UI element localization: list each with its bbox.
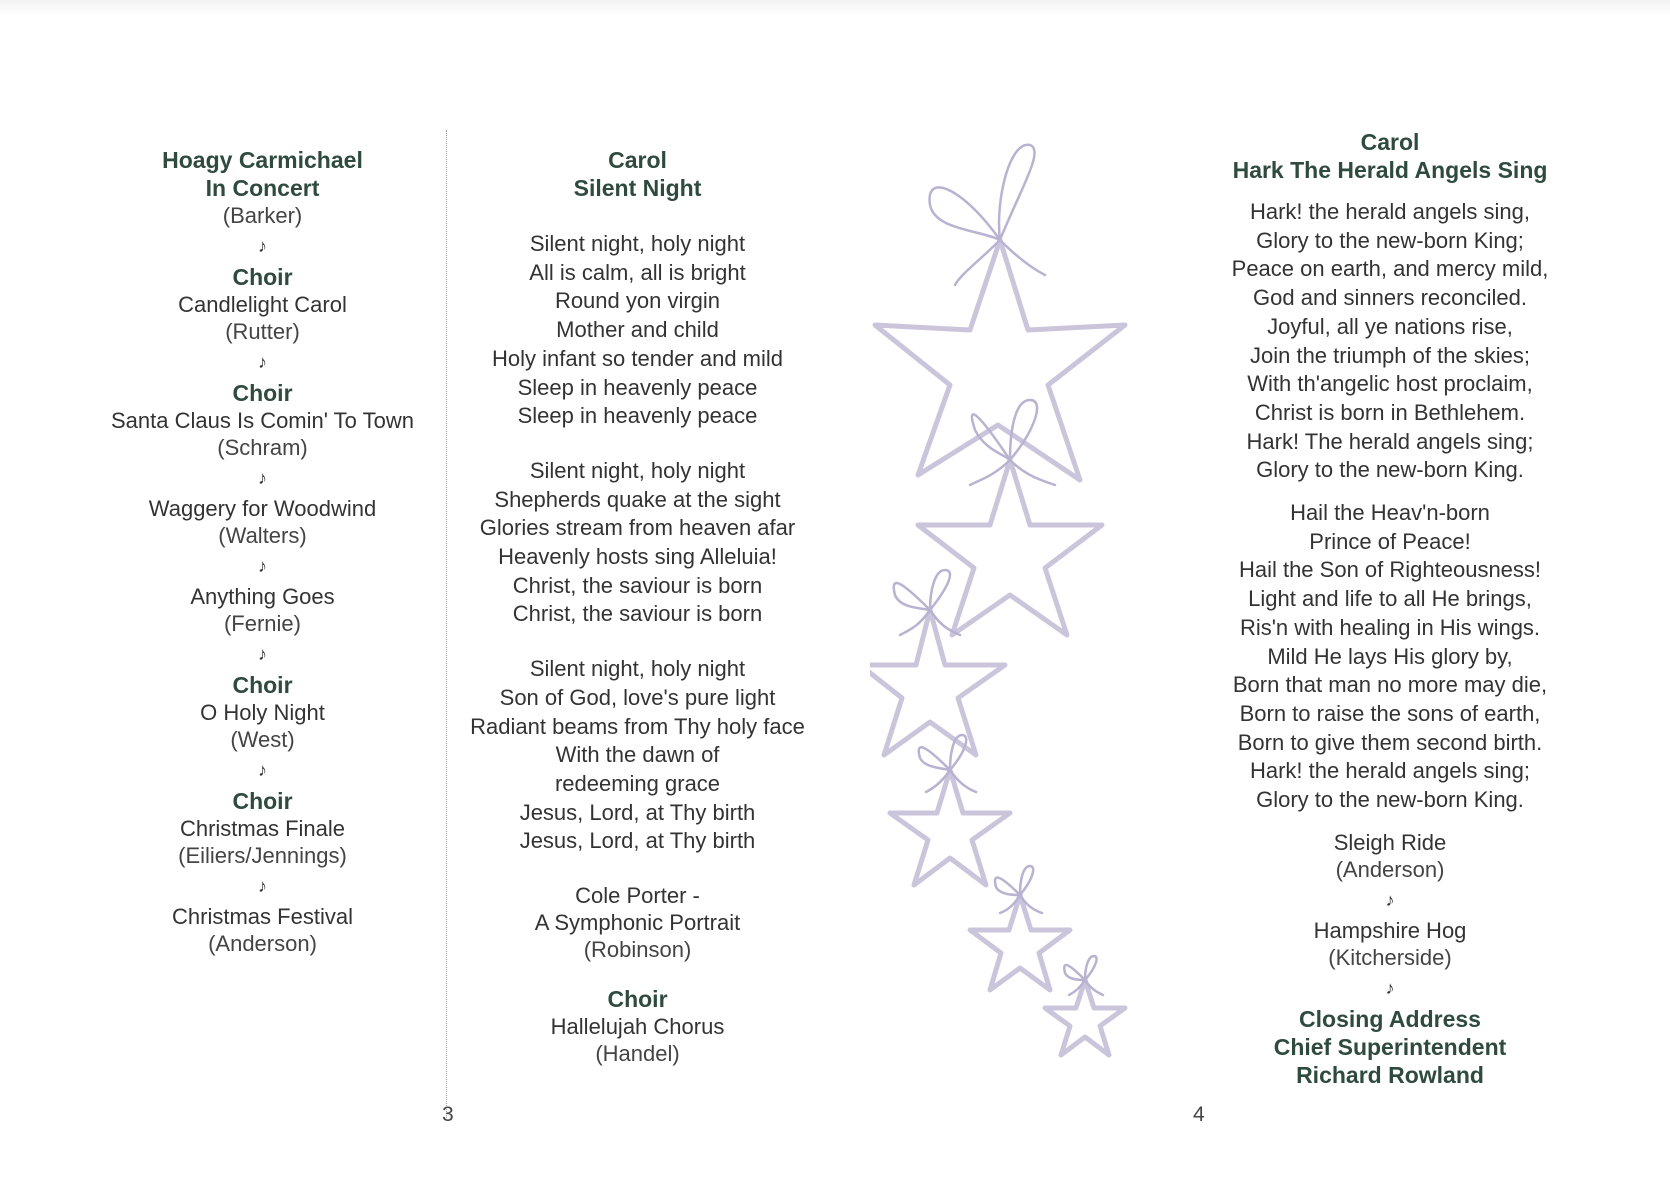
item-title: Santa Claus Is Comin' To Town (111, 408, 414, 433)
lyric-line: Glory to the new-born King; (1256, 227, 1524, 253)
lyric-stanza (455, 230, 820, 431)
program-item (60, 379, 465, 461)
carol-lyrics (1200, 198, 1580, 815)
lyric-line: Hail the Son of Righteousness! (1238, 557, 1542, 583)
page-fold-divider (446, 130, 447, 1120)
lyric-line: Born to raise the sons of earth, (1239, 700, 1541, 726)
lyric-line: Jesus, Lord, at Thy birth (519, 799, 756, 825)
item-composer: (Barker) (222, 203, 303, 228)
lyric-line: Sleep in heavenly peace (517, 374, 758, 400)
item-title: A Symphonic Portrait (534, 910, 741, 936)
lyric-stanza (1200, 499, 1580, 815)
lyric-line: Heavenly hosts sing Alleluia! (498, 544, 777, 570)
lyric-line: All is calm, all is bright (529, 259, 746, 285)
item-composer: (Eiliers/Jennings) (178, 843, 347, 868)
lyric-line: Son of God, love's pure light (499, 684, 776, 710)
lyric-line: redeeming grace (554, 770, 721, 796)
lyric-line: Hark! the herald angels sing; (1249, 758, 1531, 784)
page-number: 3 (442, 1103, 454, 1126)
lyric-line: Join the triumph of the skies; (1249, 342, 1531, 368)
program-item (455, 882, 820, 963)
item-heading: Hoagy Carmichael (162, 147, 363, 173)
music-note-icon: ♪ (258, 236, 267, 256)
music-note-icon: ♪ (1385, 977, 1395, 998)
item-heading: Choir (232, 380, 293, 406)
item-title: Sleigh Ride (1333, 829, 1447, 855)
lyric-line: Ris'n with healing in His wings. (1239, 614, 1541, 640)
carol-title: Silent Night (573, 175, 702, 201)
item-title: Hampshire Hog (1313, 917, 1467, 943)
lyric-line: God and sinners reconciled. (1253, 285, 1527, 311)
program-item (60, 583, 465, 637)
lyric-line: Round yon virgin (554, 288, 721, 314)
item-title: Christmas Finale (179, 816, 346, 841)
hark-herald-section (1200, 128, 1580, 1089)
music-note-icon: ♪ (258, 760, 267, 780)
program-item (455, 985, 820, 1067)
lyric-line: Christ, the saviour is born (512, 572, 763, 598)
lyric-line: Sleep in heavenly peace (517, 403, 758, 429)
item-composer: (Robinson) (583, 937, 692, 963)
lyric-line: Mother and child (556, 317, 719, 343)
lyric-line: Hail the Heav'n-born (1290, 500, 1490, 526)
program-item (60, 787, 465, 869)
item-title: Candlelight Carol (178, 292, 347, 317)
program-item (60, 671, 465, 753)
music-note-icon: ♪ (258, 352, 267, 372)
lyric-line: Silent night, holy night (529, 457, 746, 483)
item-heading: Choir (232, 788, 293, 814)
music-note-icon: ♪ (258, 468, 267, 488)
program-item (60, 495, 465, 549)
music-note-icon: ♪ (258, 644, 267, 664)
item-composer: (West) (230, 727, 295, 752)
program-list-after-carol (455, 882, 820, 1067)
lyric-line: Glory to the new-born King. (1256, 457, 1524, 483)
item-composer: (Walters) (218, 523, 307, 548)
program-item (1200, 829, 1580, 883)
item-title: Anything Goes (190, 584, 335, 609)
lyric-line: Peace on earth, and mercy mild, (1231, 256, 1549, 282)
program-list-page3 (60, 146, 465, 957)
item-composer: (Kitcherside) (1328, 944, 1452, 970)
scan-edge (0, 0, 1670, 16)
item-composer: (Handel) (595, 1041, 680, 1067)
lyric-line: Christ is born in Bethlehem. (1254, 399, 1526, 425)
item-composer: (Anderson) (208, 931, 317, 956)
music-note-icon: ♪ (258, 556, 267, 576)
lyric-line: Holy infant so tender and mild (491, 345, 784, 371)
music-note-icon: ♪ (258, 876, 267, 896)
lyric-line: Jesus, Lord, at Thy birth (519, 828, 756, 854)
lyric-line: Radiant beams from Thy holy face (470, 713, 805, 739)
ribbon-star-icon (870, 130, 1190, 1090)
lyric-line: Christ, the saviour is born (512, 601, 763, 627)
lyric-stanza (455, 457, 820, 629)
lyric-stanza (1200, 198, 1580, 485)
item-heading: Choir (232, 672, 293, 698)
item-title: Cole Porter - (575, 883, 700, 909)
carol-title: Hark The Herald Angels Sing (1232, 157, 1548, 183)
lyric-line: Silent night, holy night (529, 656, 746, 682)
item-composer: (Rutter) (225, 319, 300, 344)
closing-line: Richard Rowland (1296, 1061, 1484, 1088)
page-number: 4 (1193, 1103, 1205, 1126)
lyric-line: With the dawn of (555, 742, 720, 768)
item-heading: In Concert (205, 175, 320, 201)
program-list-after-carol (1200, 829, 1580, 999)
closing-line: Closing Address (1299, 1005, 1481, 1032)
lyric-line: Hark! The herald angels sing; (1246, 428, 1534, 454)
closing-line: Chief Superintendent (1273, 1033, 1507, 1060)
lyric-line: Mild He lays His glory by, (1267, 643, 1513, 669)
lyric-line: Silent night, holy night (529, 231, 746, 256)
program-item (60, 263, 465, 345)
item-title: Christmas Festival (172, 904, 353, 929)
carol-heading: Carol (608, 147, 667, 173)
silent-night-section (455, 146, 820, 1067)
carol-lyrics (455, 230, 820, 856)
lyric-line: Shepherds quake at the sight (494, 486, 781, 512)
lyric-line: Glory to the new-born King. (1256, 787, 1524, 813)
lyric-line: Joyful, all ye nations rise, (1267, 313, 1513, 339)
closing-address (1200, 1005, 1580, 1089)
lyric-line: With th'angelic host proclaim, (1247, 371, 1533, 397)
item-heading: Choir (232, 264, 293, 290)
item-title: Hallelujah Chorus (550, 1014, 725, 1040)
lyric-line: Prince of Peace! (1309, 528, 1471, 554)
item-composer: (Fernie) (223, 611, 301, 636)
lyric-line: Glories stream from heaven afar (479, 515, 796, 541)
item-composer: (Anderson) (1335, 856, 1445, 882)
carol-heading: Carol (1360, 129, 1420, 155)
program-item (1200, 917, 1580, 971)
lyric-stanza (455, 655, 820, 856)
lyric-line: Hark! the herald angels sing, (1249, 199, 1531, 224)
lyric-line: Light and life to all He brings, (1248, 586, 1532, 612)
lyric-line: Born that man no more may die, (1232, 672, 1548, 698)
item-title: O Holy Night (200, 700, 325, 725)
item-composer: (Schram) (217, 435, 308, 460)
item-heading: Choir (607, 986, 668, 1013)
program-item (60, 146, 465, 229)
music-note-icon: ♪ (1385, 889, 1395, 910)
program-item (60, 903, 465, 957)
item-title: Waggery for Woodwind (148, 496, 377, 521)
lyric-line: Born to give them second birth. (1237, 729, 1543, 755)
